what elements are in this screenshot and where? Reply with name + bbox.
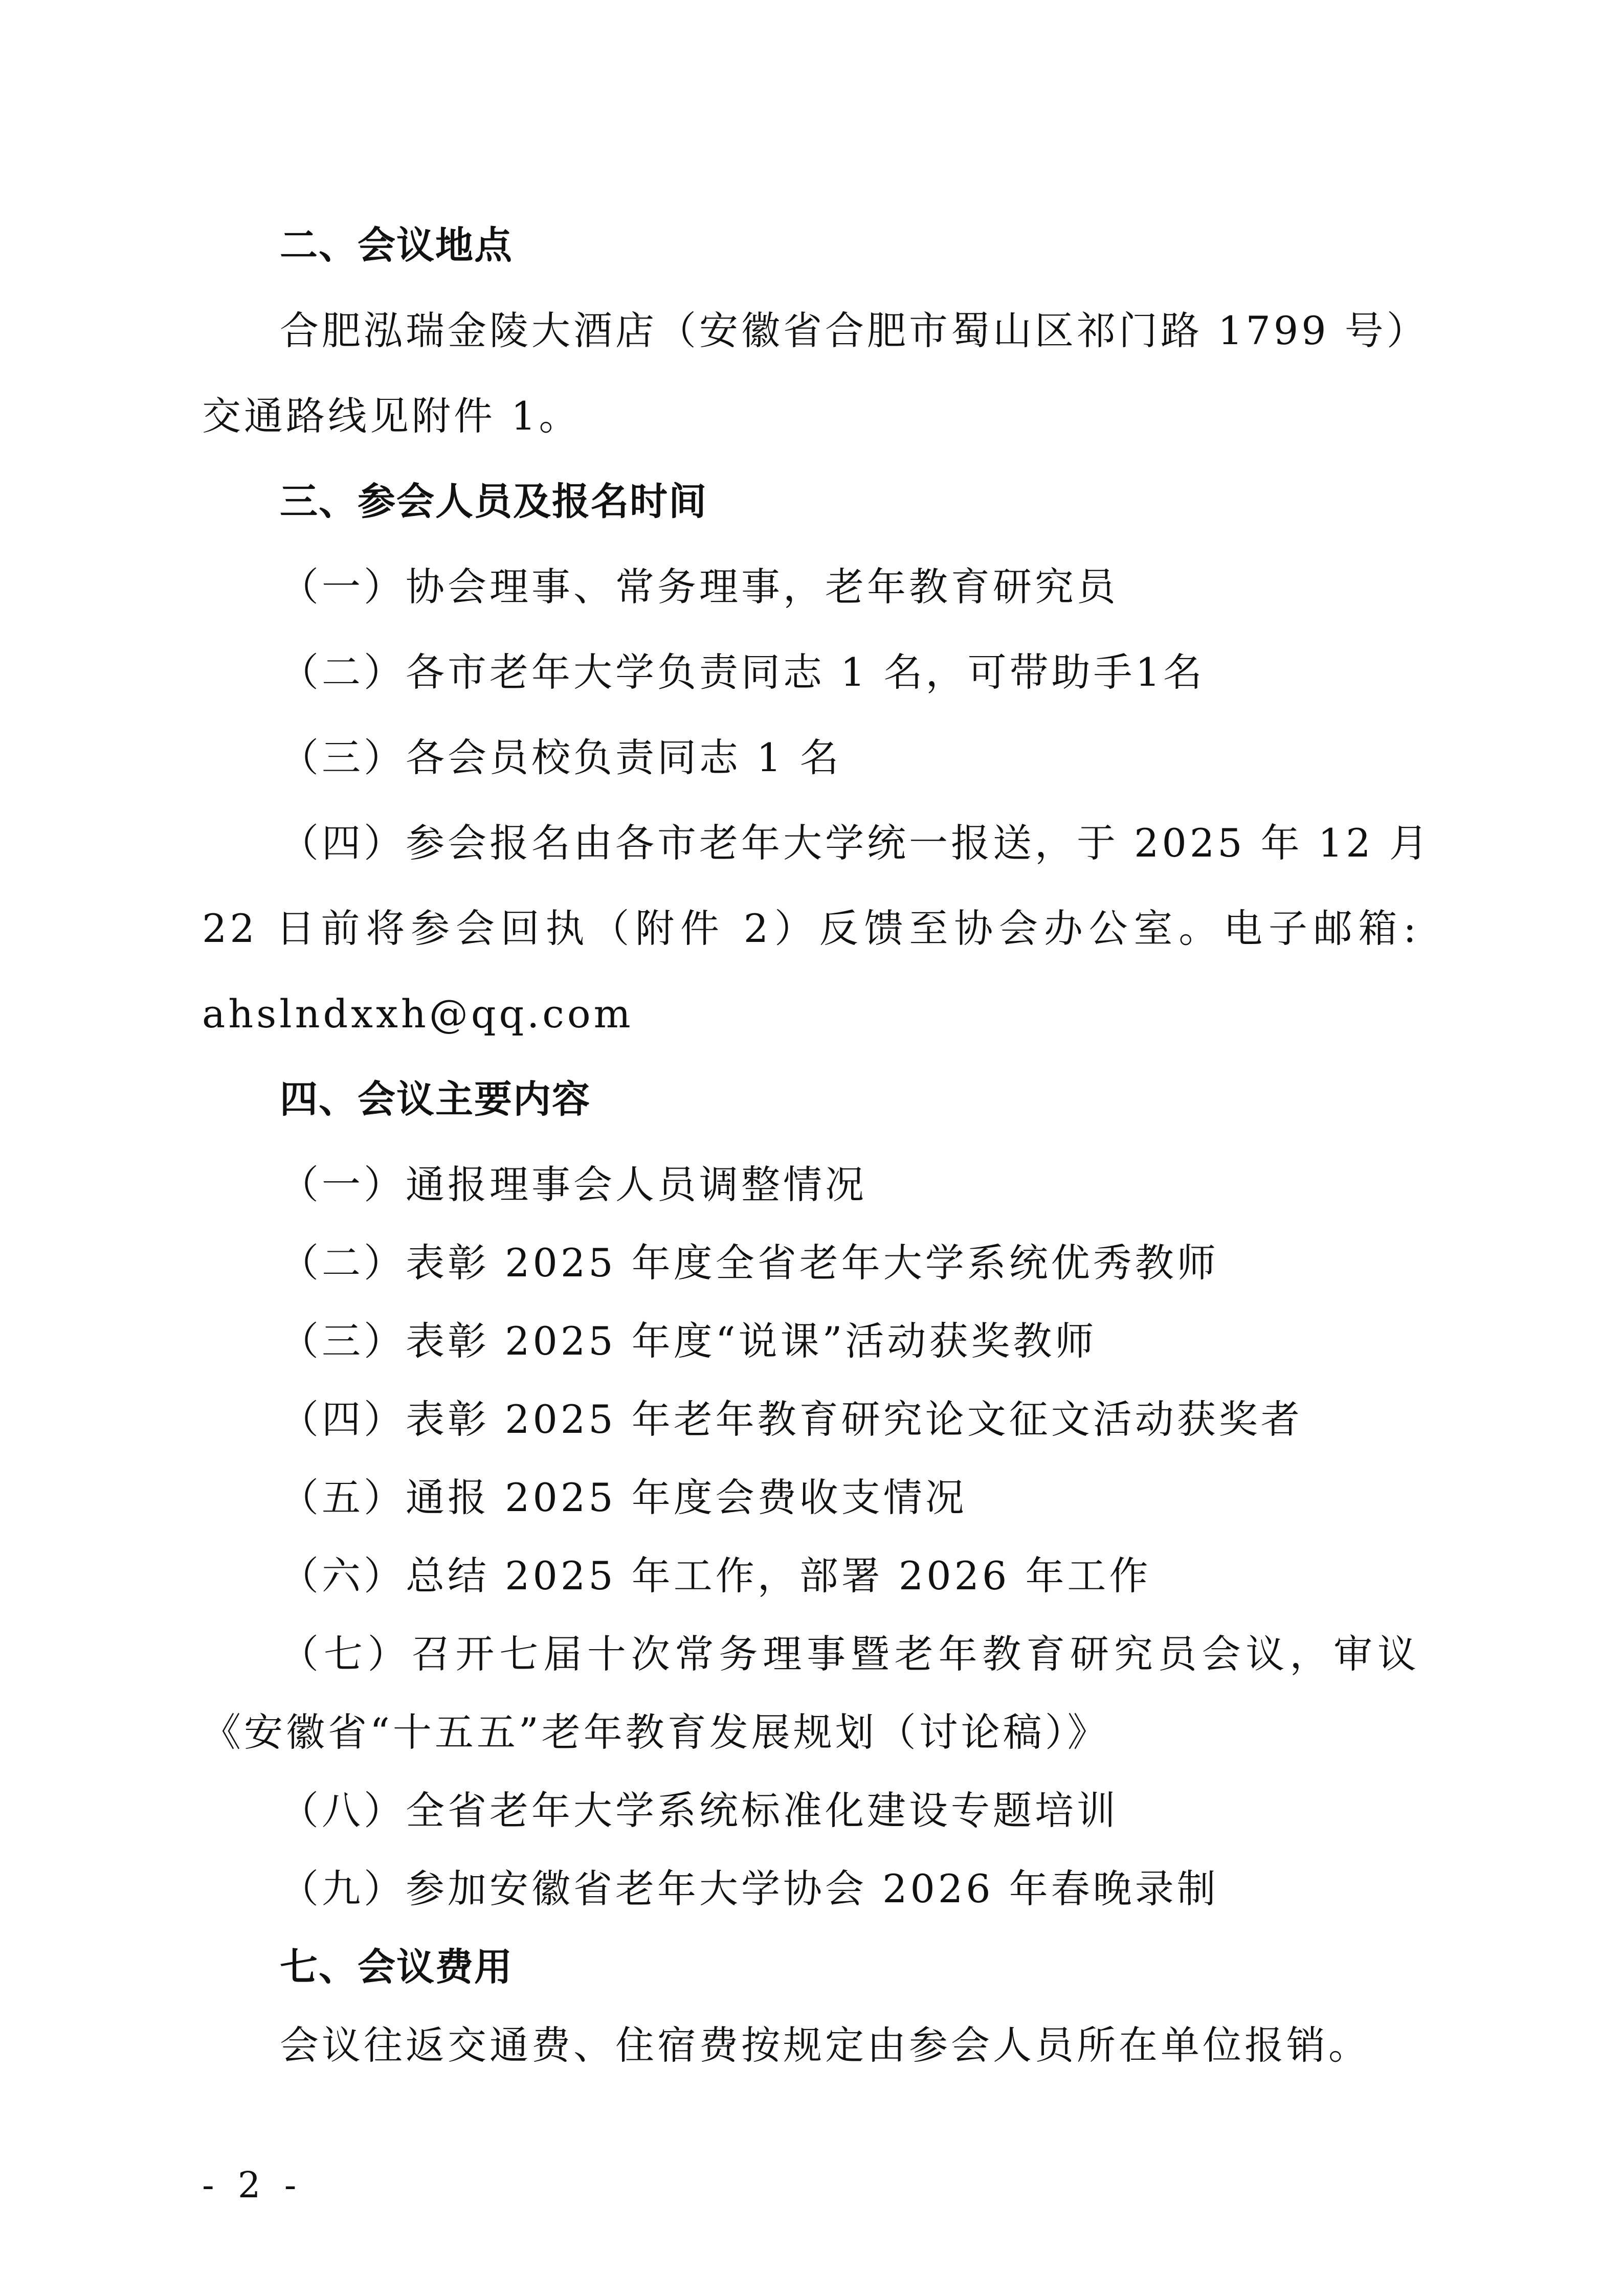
participants-item-4-line-1: （四）参会报名由各市老年大学统一报送，于 2025 年 12 月 (280, 820, 1431, 866)
content-item-7-line-1: （七）召开七届十次常务理事暨老年教育研究员会议，审议 (280, 1631, 1419, 1677)
page-number: - 2 - (202, 2164, 303, 2206)
content-item-8: （八）全省老年大学系统标准化建设专题培训 (280, 1788, 1119, 1833)
participants-item-1: （一）协会理事、常务理事，老年教育研究员 (280, 564, 1119, 610)
content-item-3: （三）表彰 2025 年度“说课”活动获奖教师 (280, 1318, 1097, 1364)
content-item-6: （六）总结 2025 年工作，部署 2026 年工作 (280, 1553, 1151, 1599)
section-heading-content: 四、会议主要内容 (280, 1077, 591, 1121)
content-item-2: （二）表彰 2025 年度全省老年大学系统优秀教师 (280, 1240, 1219, 1286)
participants-item-4-line-2: 22 日前将参会回执（附件 2）反馈至协会办公室。电子邮箱: (202, 906, 1419, 951)
content-item-7-line-2: 《安徽省“十五五”老年教育发展规划（讨论稿）》 (202, 1709, 1109, 1755)
content-item-5: （五）通报 2025 年度会费收支情况 (280, 1475, 967, 1520)
section-heading-location: 二、会议地点 (280, 223, 513, 267)
location-address-line: 合肥泓瑞金陵大酒店（安徽省合肥市蜀山区祁门路 1799 号） (280, 308, 1429, 353)
content-item-1: （一）通报理事会人员调整情况 (280, 1162, 867, 1207)
section-heading-fees: 七、会议费用 (280, 1945, 513, 1989)
participants-item-3: （三）各会员校负责同志 1 名 (280, 735, 842, 780)
fees-line: 会议往返交通费、住宿费按规定由参会人员所在单位报销。 (280, 2022, 1370, 2068)
content-item-9: （九）参加安徽省老年大学协会 2026 年春晚录制 (280, 1866, 1219, 1911)
section-heading-participants: 三、参会人员及报名时间 (280, 480, 707, 524)
participants-item-2: （二）各市老年大学负责同志 1 名，可带助手1名 (280, 649, 1206, 695)
contact-email: ahslndxxh@qq.com (202, 991, 634, 1037)
location-route-line: 交通路线见附件 1。 (202, 393, 581, 439)
content-item-4: （四）表彰 2025 年老年教育研究论文征文活动获奖者 (280, 1397, 1303, 1442)
